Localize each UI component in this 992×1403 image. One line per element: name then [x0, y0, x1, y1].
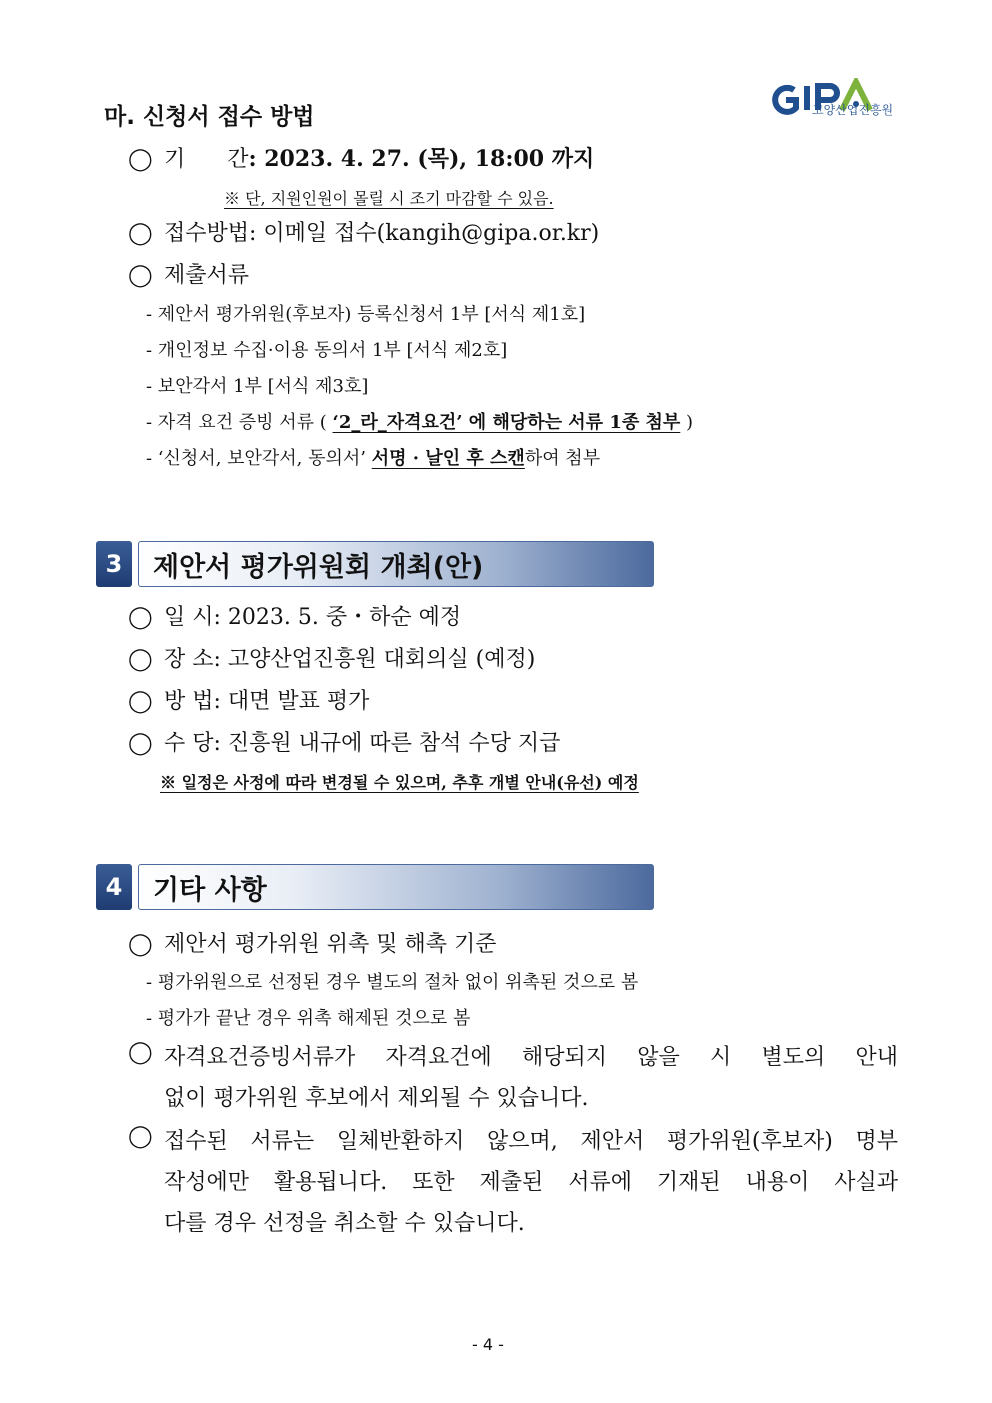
doc-item-5-suffix: 하여 첨부 — [524, 448, 601, 469]
section-ma-heading: 마. 신청서 접수 방법 — [104, 104, 315, 130]
circle-bullet-icon: ◯ — [128, 263, 153, 288]
section-4-number: 4 — [96, 864, 132, 910]
s3-note: ※ 일정은 사정에 따라 변경될 수 있으며, 추후 개별 안내(유선) 예정 — [160, 773, 639, 792]
period-label: 기 간 — [164, 147, 249, 172]
s4-item-2-line-2: 없이 평가위원 후보에서 제외될 수 있습니다. — [164, 1086, 589, 1111]
s3-item-3-text: 방 법: 대면 발표 평가 — [164, 689, 370, 714]
s3-item-3 — [128, 684, 369, 715]
circle-bullet-icon: ◯ — [128, 932, 153, 957]
doc-item-4 — [146, 408, 693, 434]
s3-item-1 — [128, 600, 461, 631]
circle-bullet-icon: ◯ — [128, 689, 153, 714]
section-3-number: 3 — [96, 541, 132, 587]
section-4-header — [96, 864, 656, 910]
s4-item-3 — [128, 1124, 898, 1237]
circle-bullet-icon: ◯ — [128, 605, 153, 630]
s4-item-3-line-3: 다를 경우 선정을 취소할 수 있습니다. — [164, 1211, 525, 1236]
circle-bullet-icon: ◯ — [128, 647, 153, 672]
docs-label: 제출서류 — [164, 263, 250, 288]
s4-item-1-text: 제안서 평가위원 위촉 및 해촉 기준 — [164, 932, 497, 957]
period-note: ※ 단, 지원인원이 몰릴 시 조기 마감할 수 있음. — [224, 189, 554, 208]
doc-item-1: - 제안서 평가위원(후보자) 등록신청서 1부 [서식 제1호] — [146, 304, 586, 325]
circle-bullet-icon: ◯ — [128, 731, 153, 756]
period-row — [128, 142, 594, 173]
method-value: : 이메일 접수(kangih@gipa.or.kr) — [249, 221, 600, 246]
s3-item-2 — [128, 642, 535, 673]
section-3-header — [96, 541, 656, 587]
period-value: : 2023. 4. 27. (목), 18:00 까지 — [248, 146, 595, 172]
circle-bullet-icon: ◯ — [128, 1124, 153, 1149]
s4-item-1-sub-1: - 평가위원으로 선정된 경우 별도의 절차 없이 위촉된 것으로 봄 — [146, 972, 639, 993]
doc-item-4-emphasis: ‘2_라_자격요건’ 에 해당하는 서류 1종 첨부 — [332, 412, 681, 433]
s3-item-2-text: 장 소: 고양산업진흥원 대회의실 (예정) — [164, 647, 536, 672]
doc-item-5-emphasis: 서명 · 날인 후 스캔 — [371, 448, 525, 469]
logo-text: 고양산업진흥원 — [812, 103, 894, 117]
s4-item-3-line-1: 접수된 서류는 일체반환하지 않으며, 제안서 평가위원(후보자) 명부 — [164, 1129, 898, 1154]
doc-item-4-prefix: - 자격 요건 증빙 서류 ( — [146, 412, 333, 433]
doc-item-4-suffix: ) — [680, 412, 694, 433]
section-3-title: 제안서 평가위원회 개최(안) — [138, 541, 654, 587]
s4-item-2 — [128, 1040, 898, 1112]
s3-item-1-text: 일 시: 2023. 5. 중・하순 예정 — [164, 605, 462, 630]
method-label: 접수방법 — [164, 221, 250, 246]
s4-item-1-sub-2: - 평가가 끝난 경우 위촉 해제된 것으로 봄 — [146, 1008, 471, 1029]
doc-item-2: - 개인정보 수집·이용 동의서 1부 [서식 제2호] — [146, 340, 508, 361]
doc-item-3: - 보안각서 1부 [서식 제3호] — [146, 376, 369, 397]
circle-bullet-icon: ◯ — [128, 1040, 153, 1065]
s3-item-4-text: 수 당: 진흥원 내규에 따른 참석 수당 지급 — [164, 731, 561, 756]
doc-item-5-prefix: - ‘신청서, 보안각서, 동의서’ — [146, 448, 372, 469]
s4-item-1 — [128, 927, 497, 958]
docs-row — [128, 258, 249, 289]
section-4-title: 기타 사항 — [138, 864, 654, 910]
circle-bullet-icon: ◯ — [128, 221, 153, 246]
method-row — [128, 216, 599, 247]
s4-item-3-line-2: 작성에만 활용됩니다. 또한 제출된 서류에 기재된 내용이 사실과 — [164, 1170, 898, 1195]
s4-item-2-line-1: 자격요건증빙서류가 자격요건에 해당되지 않을 시 별도의 안내 — [164, 1045, 898, 1070]
s3-item-4 — [128, 726, 560, 757]
circle-bullet-icon: ◯ — [128, 147, 153, 172]
page-number: - 4 - — [472, 1335, 504, 1354]
doc-item-5 — [146, 444, 600, 470]
